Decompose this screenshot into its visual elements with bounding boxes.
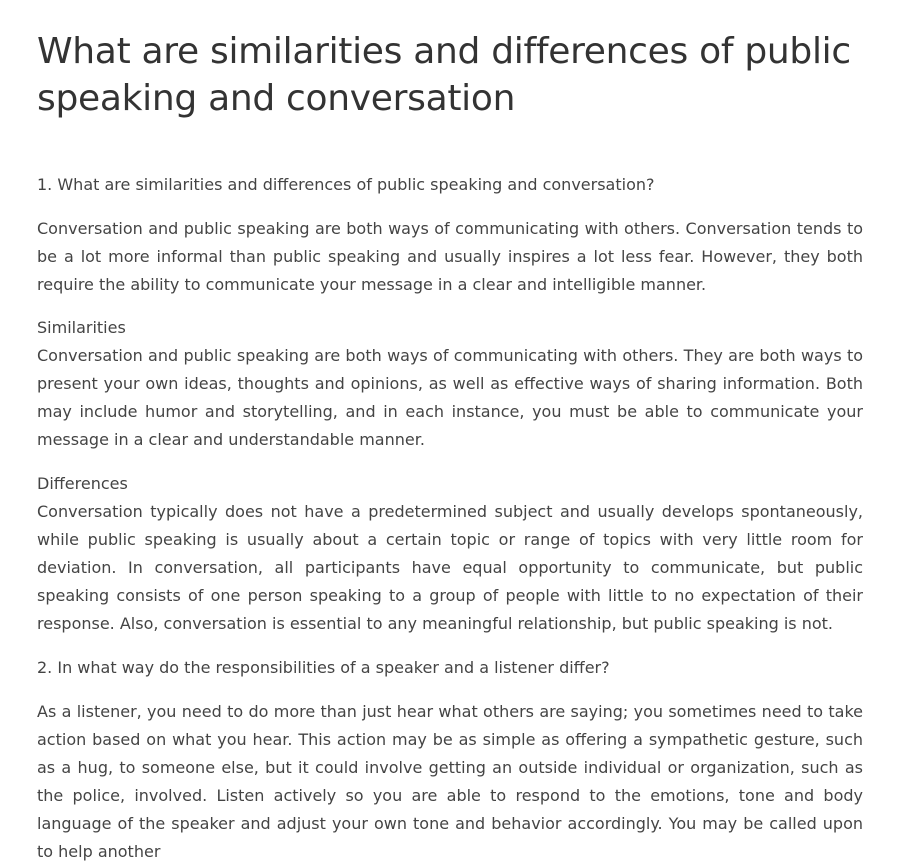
intro-paragraph: Conversation and public speaking are both ways of communicating with others. Conversation tends to be a lot more informal than public speaking and usually inspires a lot less fear. However, they both require the ability to communicate your message in a clear and intelligible manner. [37, 219, 863, 294]
similarities-heading: Similarities [37, 318, 126, 337]
differences-section [37, 470, 863, 638]
article [37, 28, 863, 866]
page-title: What are similarities and differences of public speaking and conversation [37, 31, 851, 119]
listener-paragraph: As a listener, you need to do more than just hear what others are saying; you sometimes need to take action based on what you hear. This action may be as simple as offering a sympathetic gesture, such as a hug, to someone else, but it could involve getting an outside individual or organization, such as the police, involved. Listen actively so you are able to respond to the emotions, tone and body language of the speaker and adjust your own tone and behavior accordingly. You may be called upon to help another [37, 702, 863, 861]
similarities-text: Conversation and public speaking are both ways of communicating with others. They are both ways to present your own ideas, thoughts and opinions, as well as effective ways of sharing information. Both may include humor and storytelling, and in each instance, you must be able to communicate your message in a clear and understandable manner. [37, 346, 863, 449]
differences-text: Conversation typically does not have a predetermined subject and usually develops spontaneously, while public speaking is usually about a certain topic or range of topics with very little room for deviation. In conversation, all participants have equal opportunity to communicate, but public speaking consists of one person speaking to a group of people with little to no expectation of their response. Also, conversation is essential to any meaningful relationship, but public speaking is not. [37, 502, 863, 633]
question-2: 2. In what way do the responsibilities of a speaker and a listener differ? [37, 658, 610, 677]
differences-heading: Differences [37, 474, 128, 493]
similarities-section [37, 314, 863, 454]
question-1: 1. What are similarities and differences of public speaking and conversation? [37, 175, 655, 194]
